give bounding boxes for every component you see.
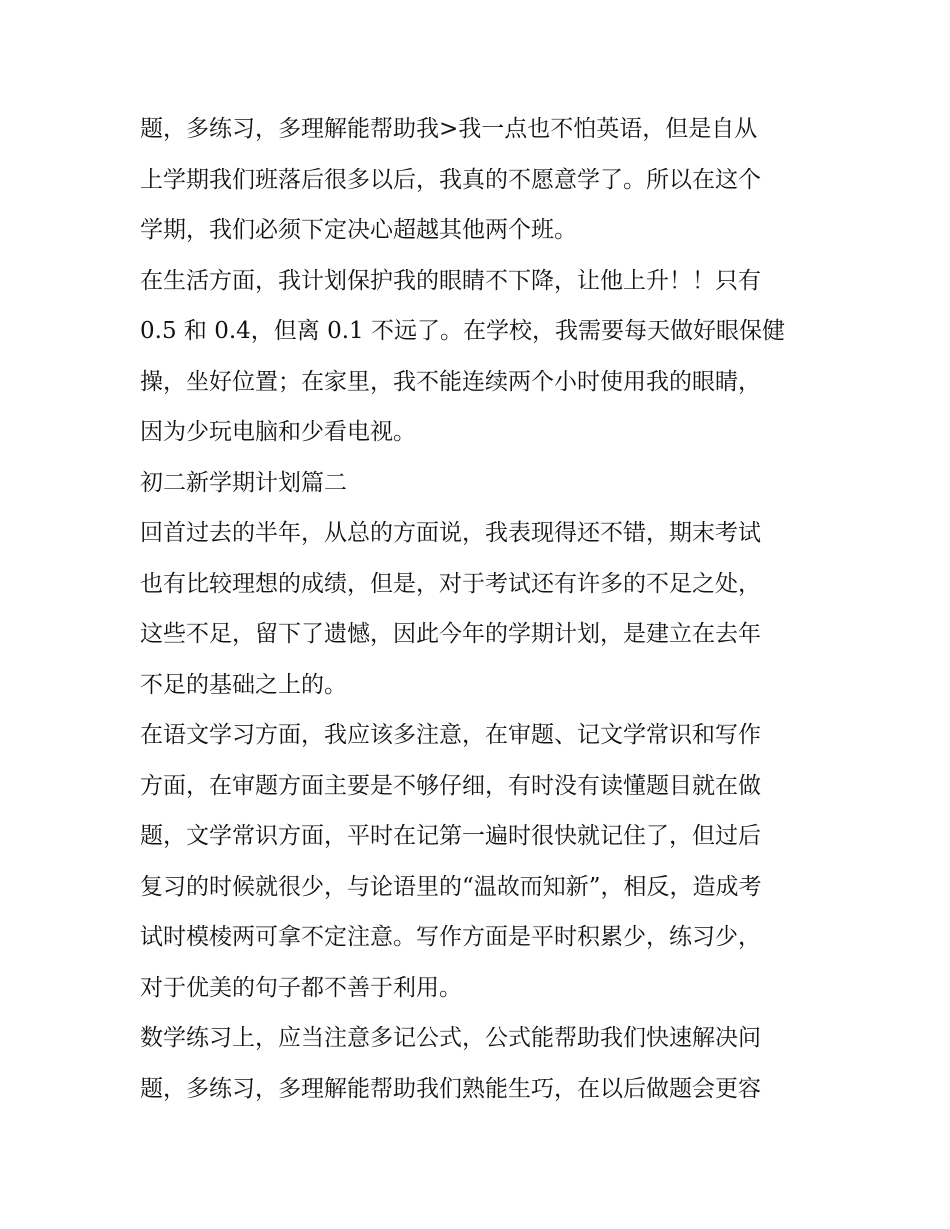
text-line: 数学练习上，应当注意多记公式，公式能帮助我们快速解决问 xyxy=(140,1025,761,1051)
text-line: 复习的时候就很少，与论语里的“温故而知新”，相反，造成考 xyxy=(140,874,762,900)
text-line: 方面，在审题方面主要是不够仔细，有时没有读懂题目就在做 xyxy=(140,773,761,799)
section-heading: 初二新学期计划篇二 xyxy=(140,470,347,496)
text-line: 操，坐好位置；在家里，我不能连续两个小时使用我的眼睛， xyxy=(140,369,761,395)
text-line: 不足的基础之上的。 xyxy=(140,672,347,698)
text-line: 0.5 和 0.4，但离 0.1 不远了。在学校，我需要每天做好眼保健 xyxy=(140,318,785,344)
text-line: 题，多练习，多理解能帮助我们熟能生巧，在以后做题会更容 xyxy=(140,1076,761,1102)
text-line: 学期，我们必须下定决心超越其他两个班。 xyxy=(140,217,577,243)
text-line: 也有比较理想的成绩，但是，对于考试还有许多的不足之处， xyxy=(140,571,761,597)
text-line: 试时模棱两可拿不定注意。写作方面是平时积累少，练习少， xyxy=(140,924,761,950)
text-line: 在语文学习方面，我应该多注意，在审题、记文学常识和写作 xyxy=(140,722,761,748)
text-line: 因为少玩电脑和少看电视。 xyxy=(140,419,416,445)
text-line: 回首过去的半年，从总的方面说，我表现得还不错，期末考试 xyxy=(140,520,761,546)
text-line: 题，多练习，多理解能帮助我>我一点也不怕英语，但是自从 xyxy=(140,116,758,142)
text-line: 对于优美的句子都不善于利用。 xyxy=(140,975,462,1001)
text-line: 上学期我们班落后很多以后，我真的不愿意学了。所以在这个 xyxy=(140,167,761,193)
text-line: 在生活方面，我计划保护我的眼睛不下降，让他上升！！只有 xyxy=(140,268,761,294)
text-line: 这些不足，留下了遗憾，因此今年的学期计划，是建立在去年 xyxy=(140,621,761,647)
text-line: 题，文学常识方面，平时在记第一遍时很快就记住了，但过后 xyxy=(140,823,761,849)
